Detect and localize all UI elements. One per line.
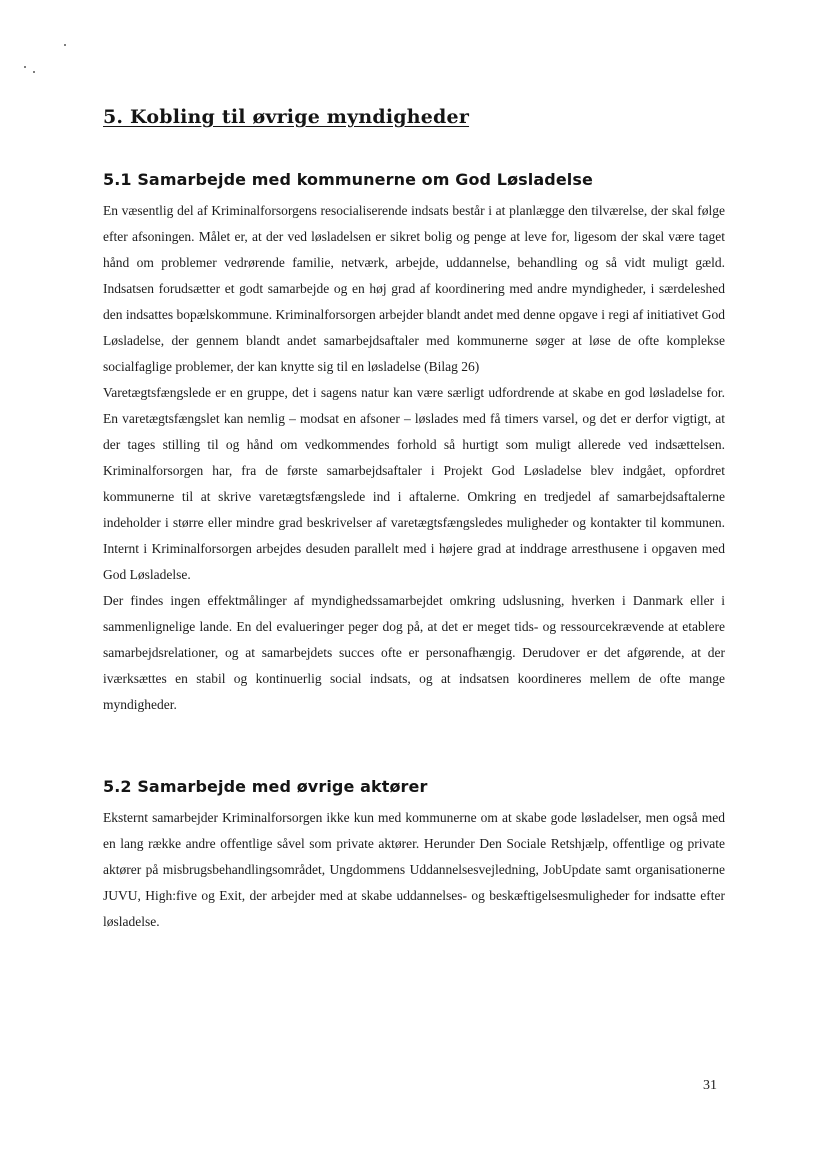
section-heading-5-1: 5.1 Samarbejde med kommunerne om God Løsladelse [103, 170, 593, 189]
paragraph: Varetægtsfængslede er en gruppe, det i sagens natur kan være særligt udfordrende at skabe en god løsladelse for. En varetægtsfængslet kan nemlig – modsat en afsoner – løslades med få timers varsel, og det er derfor vigtigt, at der tages stilling til og hånd om vedkommendes forhold så hurtigt som muligt allerede ved indsættelsen. Kriminalforsorgen har, fra de første samarbejdsaftaler i Projekt God Løsladelse blev indgået, opfordret kommunerne til at skrive varetægtsfængslede ind i aftalerne. Omkring en tredjedel af samarbejdsaftalerne indeholder i større eller mindre grad beskrivelser af varetægtsfængsledes muligheder og kontakter til kommunen. Internt i Kriminalforsorgen arbejdes desuden parallelt med i højere grad at inddrage arresthusene i opgaven med God Løsladelse. [103, 385, 725, 582]
section-5-1-body [103, 198, 725, 718]
paragraph: En væsentlig del af Kriminalforsorgens resocialiserende indsats består i at planlægge den tilværelse, der skal følge efter afsoningen. Målet er, at der ved løsladelsen er sikret bolig og penge at leve for, ligesom der skal være taget hånd om problemer vedrørende familie, netværk, arbejde, uddannelse, behandling og så vidt muligt gæld. Indsatsen forudsætter et godt samarbejde og en høj grad af koordinering med andre myndigheder, i særdeleshed den indsattes bopælskommune. Kriminalforsorgen arbejder blandt andet med denne opgave i regi af initiativet God Løsladelse, der gennem blandt andet samarbejdsaftaler med kommunerne søger at løse de ofte komplekse socialfaglige problemer, der kan knytte sig til en løsladelse (Bilag 26) [103, 203, 725, 374]
paragraph: Der findes ingen effektmålinger af myndighedssamarbejdet omkring udslusning, hverken i Danmark eller i sammenlignelige lande. En del evalueringer peger dog på, at det er meget tids- og ressourcekrævende at etablere samarbejdsrelationer, og at samarbejdets succes ofte er personafhængig. Derudover er det afgørende, at der iværksættes en stabil og kontinuerlig social indsats, og at indsatsen koordineres mellem de ofte mange myndigheder. [103, 593, 725, 712]
section-heading-5-2: 5.2 Samarbejde med øvrige aktører [103, 777, 428, 796]
paragraph: Eksternt samarbejder Kriminalforsorgen ikke kun med kommunerne om at skabe gode løsladelser, men også med en lang række andre offentlige såvel som private aktører. Herunder Den Sociale Retshjælp, offentlige og private aktører på misbrugsbehandlingsområdet, Ungdommens Uddannelsesvejledning, JobUpdate samt organisationerne JUVU, High:five og Exit, der arbejder med at skabe uddannelses- og beskæftigelsesmuligheder for indsatte efter løsladelse. [103, 810, 725, 929]
scan-speck [24, 66, 26, 68]
scan-speck [33, 71, 35, 73]
page-number: 31 [703, 1078, 717, 1093]
section-5-2-body [103, 805, 725, 935]
scan-speck [64, 44, 66, 46]
chapter-heading: 5. Kobling til øvrige myndigheder [103, 106, 470, 128]
